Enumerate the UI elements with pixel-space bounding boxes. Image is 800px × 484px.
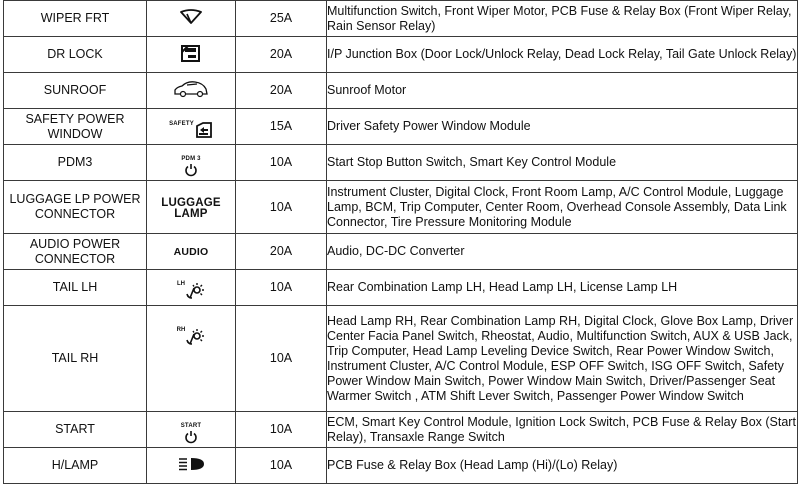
tail-lamp-icon xyxy=(177,281,205,301)
fuse-description: Sunroof Motor xyxy=(327,73,798,109)
table-row xyxy=(4,109,798,145)
fuse-name: SUNROOF xyxy=(4,73,147,109)
fuse-name: START xyxy=(4,412,147,448)
fuse-description: Driver Safety Power Window Module xyxy=(327,109,798,145)
table-row xyxy=(4,73,798,109)
fuse-amperage: 15A xyxy=(236,109,327,145)
audio-text-icon: AUDIO xyxy=(173,246,209,258)
safety-window-icon xyxy=(169,121,213,139)
power-button-icon xyxy=(181,156,200,177)
fuse-amperage: 20A xyxy=(236,73,327,109)
pdm3-label: PDM 3 xyxy=(181,155,201,162)
wiper-icon xyxy=(179,9,203,25)
fuse-description: Rear Combination Lamp LH, Head Lamp LH, License Lamp LH xyxy=(327,270,798,306)
fuse-name: SAFETY POWER WINDOW xyxy=(4,109,147,145)
table-row xyxy=(4,306,798,412)
fuse-name: H/LAMP xyxy=(4,448,147,484)
fuse-name: AUDIO POWER CONNECTOR xyxy=(4,234,147,270)
fuse-name: PDM3 xyxy=(4,145,147,181)
start-label: START xyxy=(180,422,202,429)
table-row xyxy=(4,270,798,306)
fuse-table xyxy=(3,0,798,484)
fuse-description: Multifunction Switch, Front Wiper Motor, PCB Fuse & Relay Box (Front Wiper Relay, Rain Sensor Relay) xyxy=(327,1,798,37)
table-row xyxy=(4,412,798,448)
table-row xyxy=(4,1,798,37)
fuse-name: DR LOCK xyxy=(4,37,147,73)
fuse-amperage: 10A xyxy=(236,145,327,181)
safety-label: SAFETY xyxy=(169,121,194,127)
fuse-amperage: 10A xyxy=(236,448,327,484)
door-lock-icon xyxy=(179,43,203,63)
power-button-icon xyxy=(181,423,202,444)
lh-label: LH xyxy=(177,281,185,287)
table-row xyxy=(4,145,798,181)
tail-lamp-icon xyxy=(177,327,206,347)
table-row xyxy=(4,37,798,73)
fuse-description: Audio, DC-DC Converter xyxy=(327,234,798,270)
table-row xyxy=(4,448,798,484)
fuse-description: Head Lamp RH, Rear Combination Lamp RH, Digital Clock, Glove Box Lamp, Driver Center Facia Panel Switch, Rheostat, Audio, Multifunction Switch, AUX & USB Jack, Trip Computer, Head Lamp Leveling Device Switch, Rear Power Window Switch, Instrument Cluster, A/C Control Module, ESP OFF Switch, ISG OFF Switch, Safety Power Window Main Switch, Power Window Main Switch, Driver/Passenger Seat Warmer Switch , ATM Shift Lever Switch, Passenger Power Window Switch xyxy=(327,306,798,412)
fuse-amperage: 20A xyxy=(236,234,327,270)
sunroof-car-icon xyxy=(173,80,209,98)
table-row xyxy=(4,234,798,270)
fuse-amperage: 10A xyxy=(236,181,327,234)
fuse-description: Instrument Cluster, Digital Clock, Front Room Lamp, A/C Control Module, Luggage Lamp, BCM, Trip Computer, Center Room, Overhead Console Assembly, Data Link Connector, Tire Pressure Monitoring Module xyxy=(327,181,798,234)
fuse-name: TAIL RH xyxy=(4,306,147,412)
fuse-description: PCB Fuse & Relay Box (Head Lamp (Hi)/(Lo) Relay) xyxy=(327,448,798,484)
fuse-amperage: 20A xyxy=(236,37,327,73)
fuse-amperage: 10A xyxy=(236,306,327,412)
fuse-description: ECM, Smart Key Control Module, Ignition Lock Switch, PCB Fuse & Relay Box (Start Relay), Transaxle Range Switch xyxy=(327,412,798,448)
fuse-amperage: 10A xyxy=(236,412,327,448)
fuse-description: I/P Junction Box (Door Lock/Unlock Relay, Dead Lock Relay, Tail Gate Unlock Relay) xyxy=(327,37,798,73)
rh-label: RH xyxy=(176,327,186,333)
fuse-amperage: 25A xyxy=(236,1,327,37)
headlamp-icon xyxy=(177,456,205,472)
luggage-lamp-text-icon: LUGGAGE LAMP xyxy=(161,196,221,220)
fuse-description: Start Stop Button Switch, Smart Key Control Module xyxy=(327,145,798,181)
fuse-amperage: 10A xyxy=(236,270,327,306)
table-row xyxy=(4,181,798,234)
fuse-name: LUGGAGE LP POWER CONNECTOR xyxy=(4,181,147,234)
fuse-name: WIPER FRT xyxy=(4,1,147,37)
fuse-name: TAIL LH xyxy=(4,270,147,306)
